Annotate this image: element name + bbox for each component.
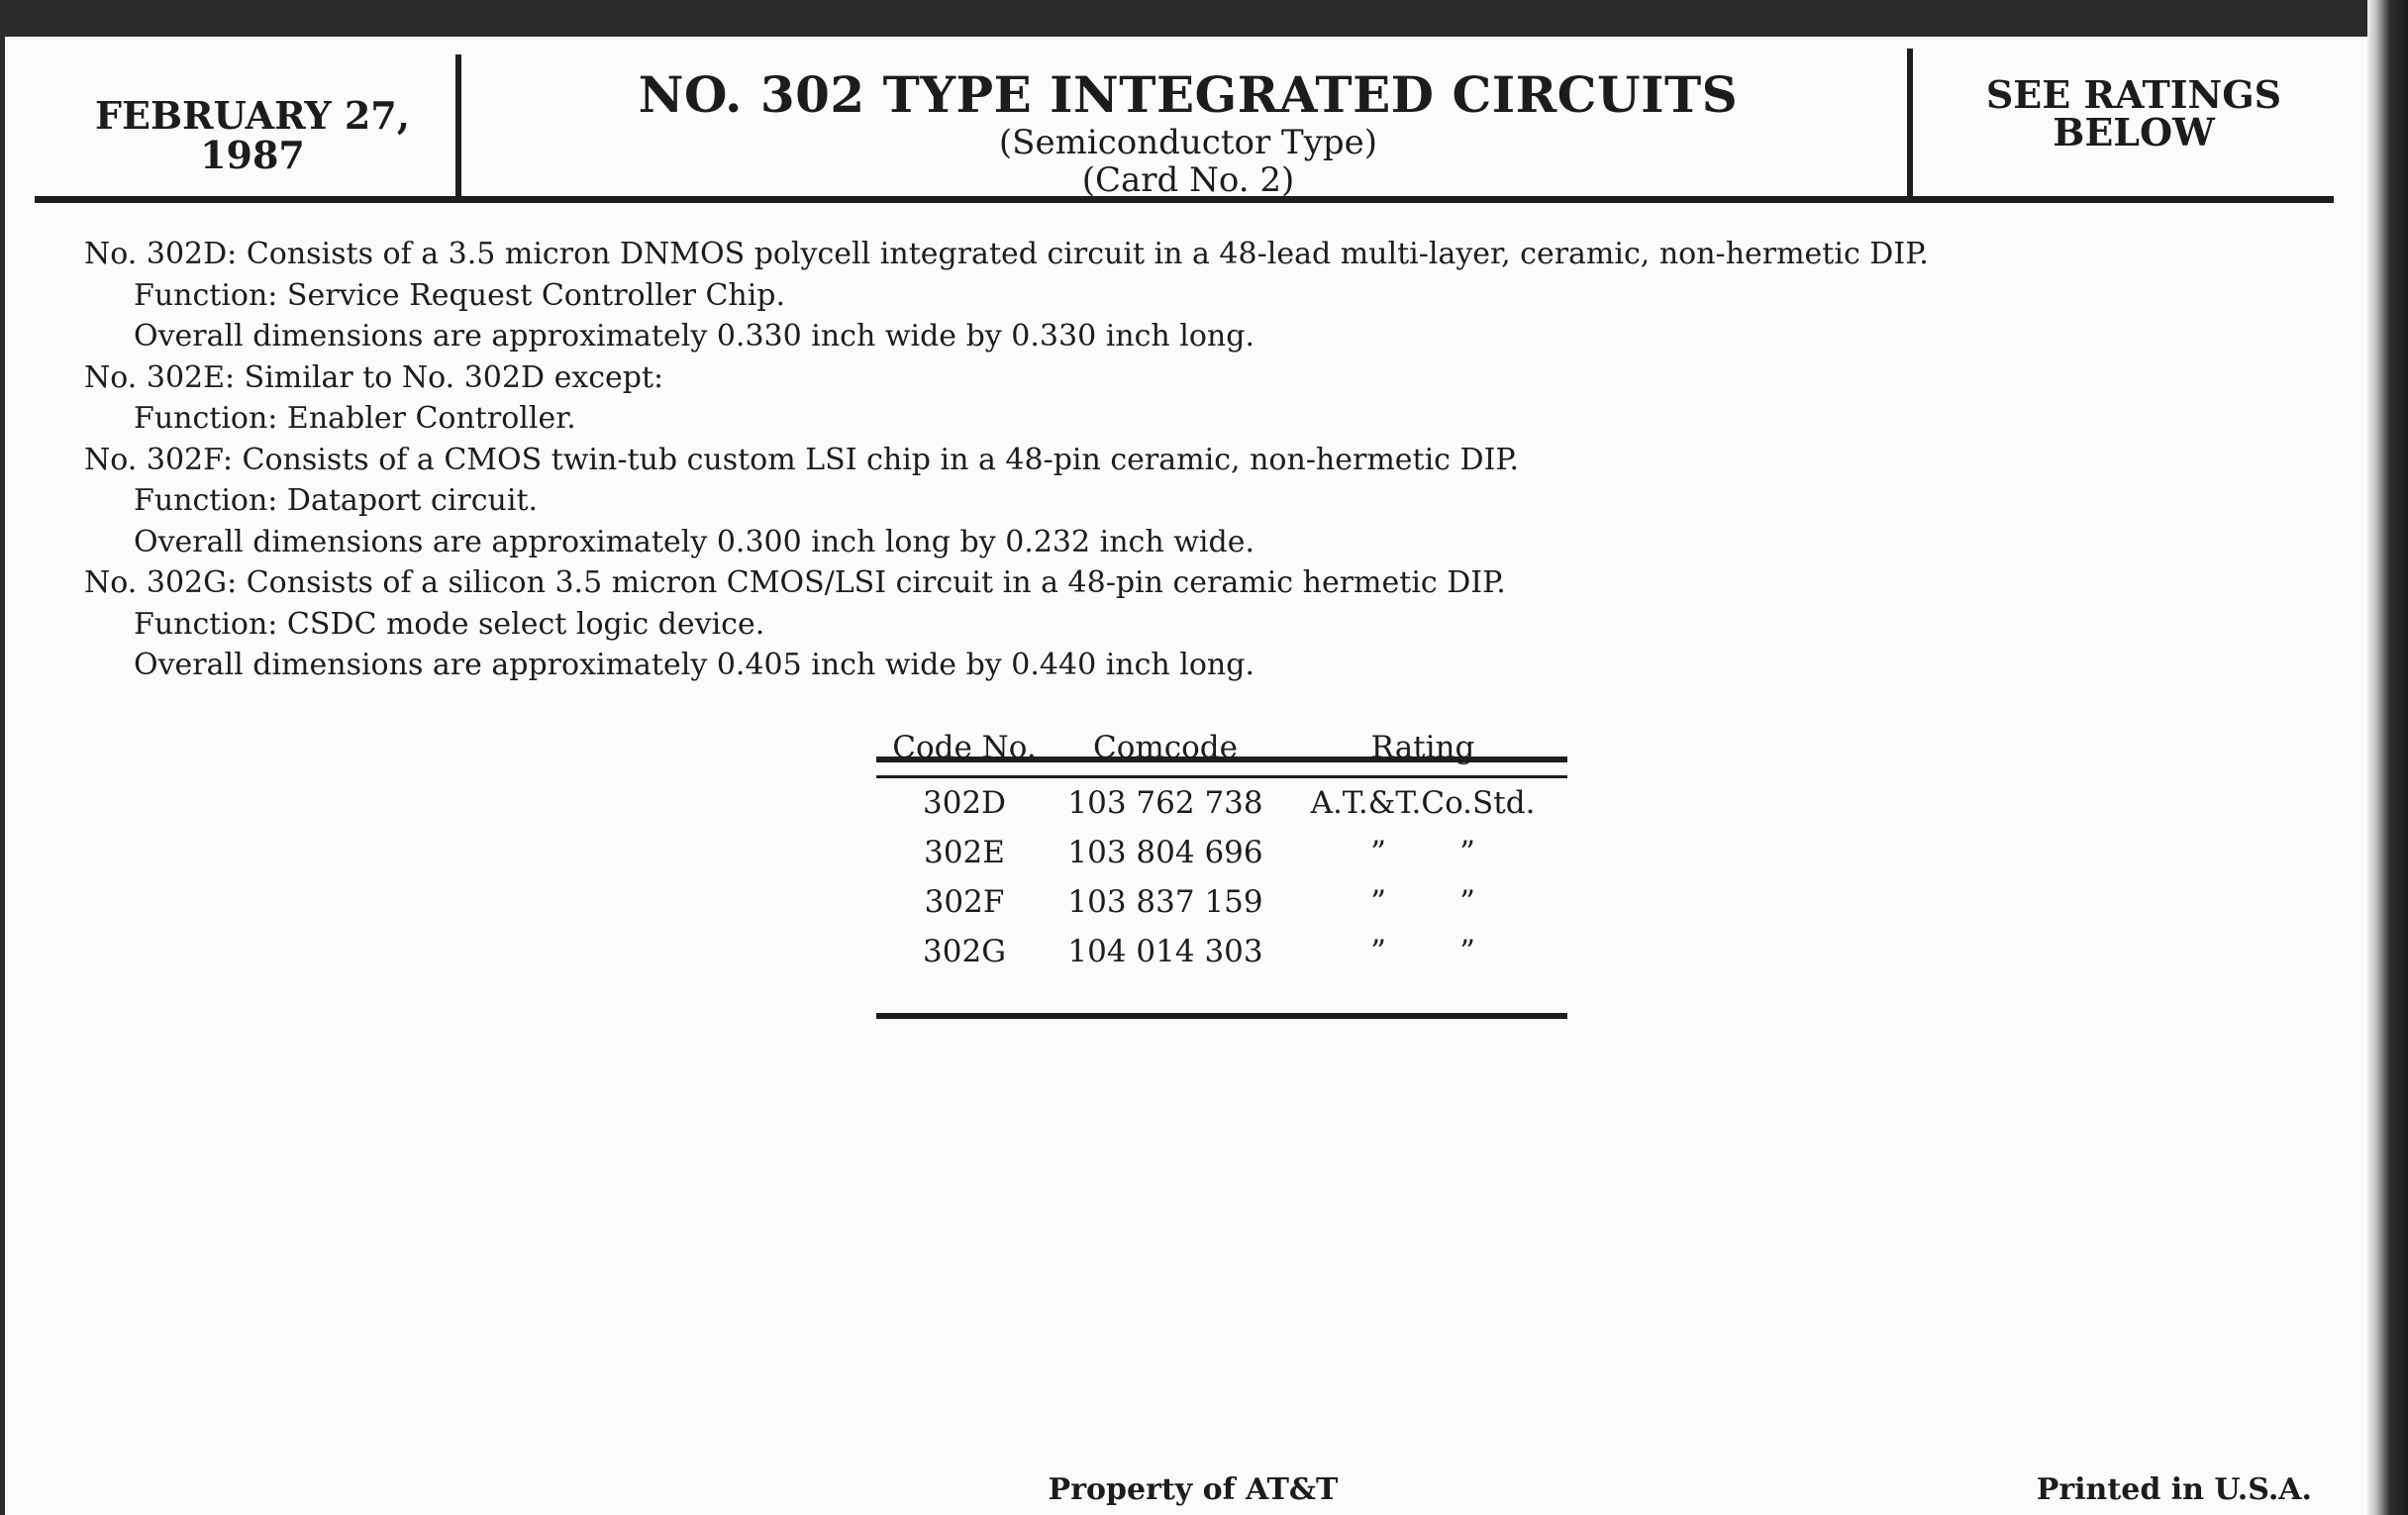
header-divider-right (1907, 49, 1913, 201)
description-detail-line: Overall dimensions are approximately 0.300 inch long by 0.232 inch wide. (134, 524, 1254, 559)
comcode-cell: 103 762 738 (1067, 785, 1263, 821)
table-header-row (876, 720, 1567, 777)
comcode-cell: 104 014 303 (1067, 934, 1263, 969)
description-heading-line: No. 302G: Consists of a silicon 3.5 micron CMOS/LSI circuit in a 48-pin ceramic hermetic DIP. (84, 565, 1506, 600)
footer-printed: Printed in U.S.A. (2036, 1472, 2312, 1507)
description-detail-line: Overall dimensions are approximately 0.405 inch wide by 0.440 inch long. (134, 648, 1254, 682)
description-detail-line: Function: Service Request Controller Chip. (134, 277, 786, 313)
document-card (5, 37, 2367, 1515)
date-line-1: FEBRUARY 27, (95, 93, 410, 138)
col-header-rating: Rating (1278, 720, 1567, 777)
description-heading-line: No. 302E: Similar to No. 302D except: (84, 359, 664, 395)
code-cell: 302F (924, 884, 1005, 920)
ditto-mark: ” (1459, 835, 1475, 870)
description-detail-line: Function: CSDC mode select logic device. (134, 606, 765, 642)
col-header-code: Code No. (876, 720, 1053, 777)
rating-cell (1278, 828, 1567, 877)
table-row (876, 777, 1567, 829)
description-detail-line: Function: Dataport circuit. (134, 483, 539, 518)
code-cell: 302D (922, 785, 1007, 821)
ditto-mark: ” (1459, 884, 1475, 920)
description-detail-line: Function: Enabler Controller. (134, 401, 576, 436)
header-divider-left (455, 54, 461, 201)
comcode-cell: 103 837 159 (1067, 884, 1263, 920)
rating-cell: A.T.&T.Co.Std. (1310, 785, 1536, 821)
rating-cell (1278, 877, 1567, 927)
page-subtitle: (Semiconductor Type) (998, 123, 1378, 162)
col-header-comcode: Comcode (1053, 720, 1278, 777)
ditto-mark: ” (1459, 934, 1475, 969)
code-cell: 302E (924, 835, 1005, 870)
description-detail-line: Overall dimensions are approximately 0.330 inch wide by 0.330 inch long. (134, 319, 1254, 354)
table-bottom-rule (876, 1013, 1567, 1019)
table-row (876, 877, 1567, 927)
footer-property: Property of AT&T (1048, 1472, 1339, 1507)
description-heading-line: No. 302F: Consists of a CMOS twin-tub custom LSI chip in a 48-pin ceramic, non-hermetic DIP. (84, 442, 1520, 477)
card-number: (Card No. 2) (1081, 160, 1295, 200)
header-ratings (1921, 72, 2347, 154)
table-row (876, 927, 1567, 976)
ratings-line-2: BELOW (2053, 110, 2215, 154)
code-cell: 302G (923, 934, 1006, 969)
scan-edge (2367, 0, 2408, 1515)
table-row (876, 828, 1567, 877)
ditto-mark: ” (1370, 835, 1386, 870)
comcode-cell: 103 804 696 (1067, 835, 1263, 870)
description-heading-line: No. 302D: Consists of a 3.5 micron DNMOS polycell integrated circuit in a 48-lead multi-layer, ceramic, non-hermetic DIP. (84, 237, 1929, 271)
page-title: NO. 302 TYPE INTEGRATED CIRCUITS (638, 65, 1739, 124)
header-title-block (470, 66, 1906, 199)
header-date (59, 93, 446, 177)
ditto-mark: ” (1370, 884, 1386, 920)
ditto-mark: ” (1370, 934, 1386, 969)
rating-cell (1278, 927, 1567, 976)
ratings-line-1: SEE RATINGS (1985, 72, 2282, 117)
ratings-table (876, 720, 1567, 976)
date-line-2: 1987 (200, 133, 305, 177)
